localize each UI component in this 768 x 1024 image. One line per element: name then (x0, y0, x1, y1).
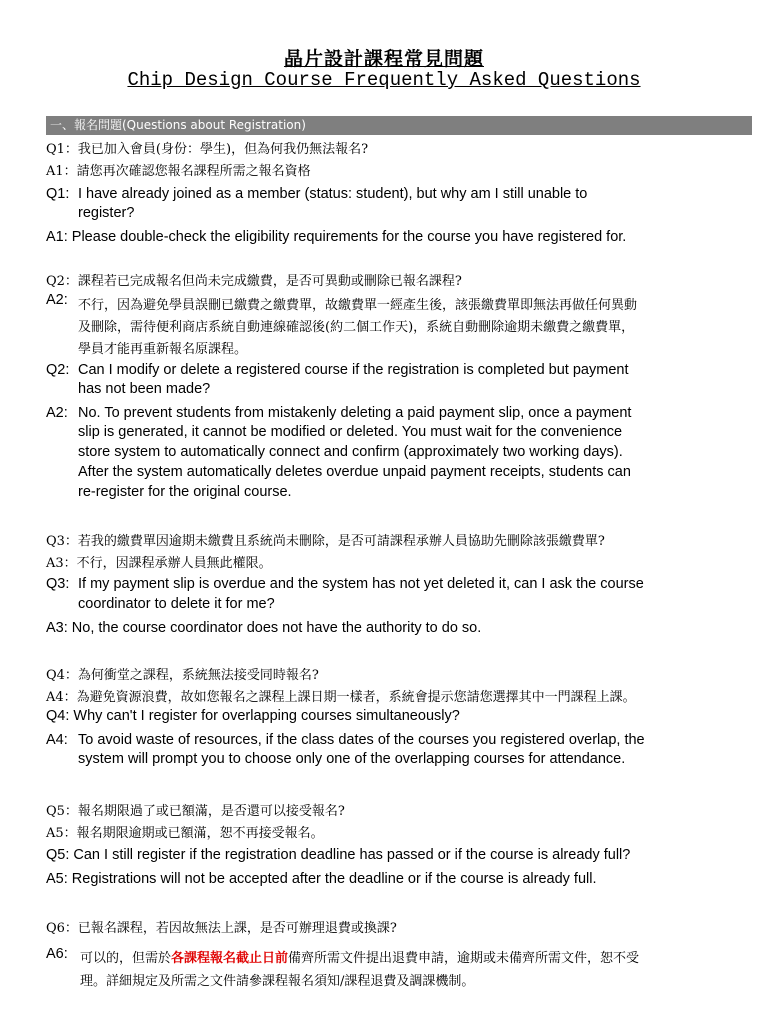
document-title-chinese: 晶片設計課程常見問題 (283, 48, 484, 70)
q5-english: Q5: Can I still register if the registration deadline has passed or if the course is already full? (46, 847, 631, 863)
a6-deadline-highlight: 各課程報名截止日前 (171, 951, 289, 966)
a6-chinese-line-1 (80, 947, 639, 966)
a4-chinese: A4：為避免資源浪費，故如您報名之課程上課日期一樣者，系統會提示您請您選擇其中一門課程上課。 (46, 690, 636, 705)
a3-chinese: A3：不行，因課程承辦人員無此權限。 (46, 556, 272, 571)
a2-chinese-line-3: 學員才能再重新報名原課程。 (78, 342, 248, 357)
a2-english-line-3: store system to automatically connect and confirm (approximately two working days). (78, 444, 623, 460)
a3-english: A3: No, the course coordinator does not have the authority to do so. (46, 620, 482, 636)
q5-chinese: Q5：報名期限過了或已額滿，是否還可以接受報名? (46, 804, 345, 819)
q3-english-line-1: If my payment slip is overdue and the system has not yet deleted it, can I ask the course (78, 576, 644, 592)
q2-english-line-1: Can I modify or delete a registered course if the registration is completed but payment (78, 362, 629, 378)
q1-english-label: Q1: (46, 186, 70, 202)
q4-english: Q4: Why can't I register for overlapping courses simultaneously? (46, 708, 460, 724)
a2-english-line-4: After the system automatically deletes overdue unpaid payment receipts, students can (78, 464, 631, 480)
a2-english-line-5: re-register for the original course. (78, 484, 292, 500)
a6-line-1-suffix: 備齊所需文件提出退費申請，逾期或未備齊所需文件，恕不受 (288, 951, 640, 966)
a4-english-label: A4: (46, 732, 68, 748)
a6-line-1-prefix: 可以的，但需於 (80, 951, 172, 966)
a1-english: A1: Please double-check the eligibility requirements for the course you have registered for. (46, 229, 627, 245)
q1-english-line-1: I have already joined as a member (status: student), but why am I still unable to (78, 186, 588, 202)
q2-english-line-2: has not been made? (78, 381, 211, 397)
document-title-english: Chip Design Course Frequently Asked Questions (127, 69, 641, 91)
a4-english-line-1: To avoid waste of resources, if the class dates of the courses you registered overlap, the (78, 732, 645, 748)
a2-chinese-line-1: 不行，因為避免學員誤刪已繳費之繳費單，故繳費單一經產生後，該張繳費單即無法再做任何異動 (78, 298, 638, 313)
q2-chinese: Q2：課程若已完成報名但尚未完成繳費，是否可異動或刪除已報名課程? (46, 274, 462, 289)
section-header-registration: 一、報名問題(Questions about Registration) (46, 116, 752, 135)
a5-english: A5: Registrations will not be accepted after the deadline or if the course is already full. (46, 871, 597, 887)
q3-chinese: Q3：若我的繳費單因逾期未繳費且系統尚未刪除，是否可請課程承辦人員協助先刪除該張繳費單? (46, 534, 605, 549)
a4-english-line-2: system will prompt you to choose only one of the overlapping courses for attendance. (78, 751, 626, 767)
a5-chinese: A5：報名期限逾期或已額滿，恕不再接受報名。 (46, 826, 324, 841)
q3-english-label: Q3: (46, 576, 70, 592)
a6-chinese-line-2: 理。詳細規定及所需之文件請參課程報名須知/課程退費及調課機制。 (80, 974, 475, 989)
q1-chinese: Q1：我已加入會員(身份：學生)，但為何我仍無法報名? (46, 142, 369, 157)
q1-english-line-2: register? (78, 205, 135, 221)
a2-chinese-label: A2: (46, 292, 68, 308)
q6-chinese: Q6：已報名課程，若因故無法上課，是否可辦理退費或換課? (46, 921, 397, 936)
a1-chinese: A1：請您再次確認您報名課程所需之報名資格 (46, 164, 311, 179)
q2-english-label: Q2: (46, 362, 70, 378)
a2-english-line-2: slip is generated, it cannot be modified or deleted. You must wait for the convenience (78, 424, 623, 440)
a2-english-line-1: No. To prevent students from mistakenly deleting a paid payment slip, once a payment (78, 405, 632, 421)
a2-chinese-line-2: 及刪除，需待便利商店系統自動連線確認後(約二個工作天)，系統自動刪除逾期未繳費之繳費單， (78, 320, 635, 335)
q3-english-line-2: coordinator to delete it for me? (78, 596, 275, 612)
a6-label: A6: (46, 946, 68, 962)
q4-chinese: Q4：為何衝堂之課程，系統無法接受同時報名? (46, 668, 319, 683)
a2-english-label: A2: (46, 405, 68, 421)
